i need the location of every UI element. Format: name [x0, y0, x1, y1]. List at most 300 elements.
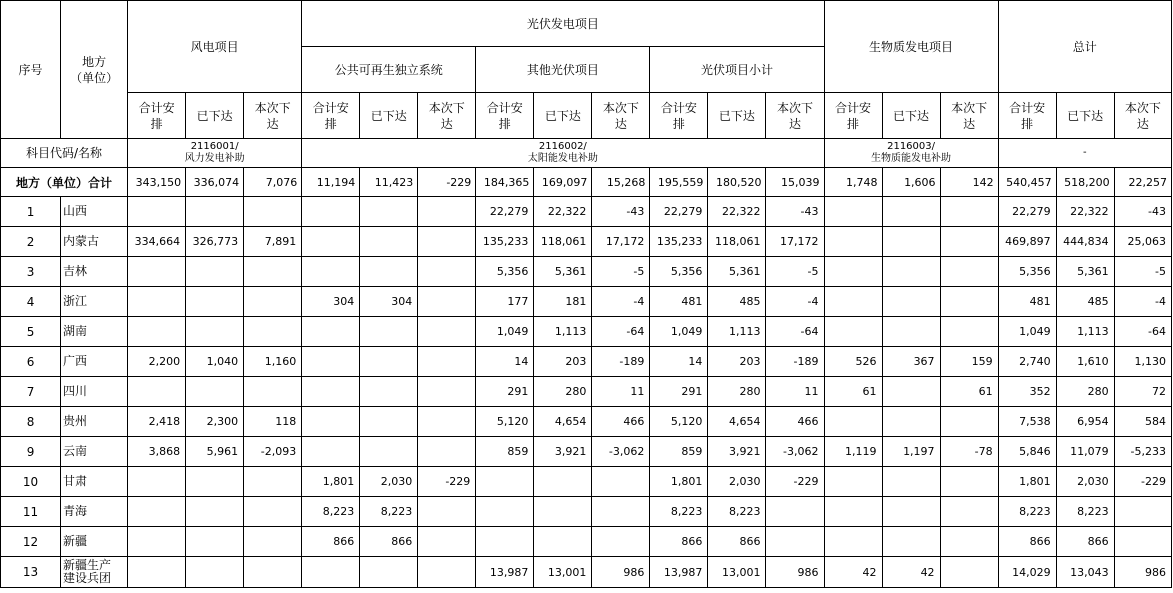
row-cell: [882, 227, 940, 257]
row-cell: 4,654: [534, 407, 592, 437]
row-cell: 8,223: [360, 497, 418, 527]
header-pv-subtotal: 光伏项目小计: [650, 47, 824, 93]
row-cell: [244, 497, 302, 527]
row-cell: 866: [302, 527, 360, 557]
row-cell: [882, 497, 940, 527]
row-cell: [882, 377, 940, 407]
row-cell: 118: [244, 407, 302, 437]
row-cell: 5,361: [1056, 257, 1114, 287]
row-cell: 1,160: [244, 347, 302, 377]
row-cell: [302, 407, 360, 437]
total-cell: 336,074: [186, 168, 244, 197]
row-cell: 11: [766, 377, 824, 407]
header-subtotal-this-time: 本次下 达: [244, 93, 302, 139]
table-row: [1, 407, 1172, 437]
header-bio: 生物质发电项目: [824, 1, 998, 93]
row-cell: [940, 287, 998, 317]
row-cell: [534, 467, 592, 497]
row-cell: [128, 497, 186, 527]
row-cell: [186, 197, 244, 227]
row-cell: [128, 377, 186, 407]
header-seq: 序号: [1, 1, 61, 139]
header-subtotal-planned: 合计安 排: [302, 93, 360, 139]
row-cell: [592, 497, 650, 527]
row-cell: [882, 317, 940, 347]
row-seq: 13: [1, 557, 61, 588]
row-cell: 2,200: [128, 347, 186, 377]
row-cell: 7,891: [244, 227, 302, 257]
row-cell: 8,223: [302, 497, 360, 527]
row-cell: [1114, 527, 1171, 557]
row-cell: [940, 197, 998, 227]
total-cell: 343,150: [128, 168, 186, 197]
row-cell: 280: [534, 377, 592, 407]
table-row: [1, 287, 1172, 317]
row-region: 四川: [61, 377, 128, 407]
row-region: 浙江: [61, 287, 128, 317]
row-cell: [592, 527, 650, 557]
row-cell: [418, 377, 476, 407]
row-cell: 14: [650, 347, 708, 377]
row-cell: [418, 557, 476, 588]
row-seq: 6: [1, 347, 61, 377]
row-cell: [940, 257, 998, 287]
row-cell: 2,740: [998, 347, 1056, 377]
row-cell: 444,834: [1056, 227, 1114, 257]
row-cell: 3,868: [128, 437, 186, 467]
row-cell: 25,063: [1114, 227, 1171, 257]
row-cell: [186, 287, 244, 317]
row-cell: [360, 317, 418, 347]
row-cell: 1,801: [998, 467, 1056, 497]
table-row: [1, 497, 1172, 527]
row-cell: 13,987: [476, 557, 534, 588]
row-cell: -5: [592, 257, 650, 287]
total-cell: 518,200: [1056, 168, 1114, 197]
row-region: 新疆: [61, 527, 128, 557]
row-cell: [360, 227, 418, 257]
row-cell: [940, 227, 998, 257]
row-cell: [418, 317, 476, 347]
row-cell: 1,049: [650, 317, 708, 347]
code-wind: 2116001/ 风力发电补助: [128, 139, 302, 168]
row-cell: [244, 317, 302, 347]
row-cell: 859: [650, 437, 708, 467]
row-cell: -43: [1114, 197, 1171, 227]
row-cell: -64: [592, 317, 650, 347]
row-region: 甘肃: [61, 467, 128, 497]
header-subtotal-this-time: 本次下 达: [418, 93, 476, 139]
header-subtotal-issued: 已下达: [882, 93, 940, 139]
row-cell: [186, 557, 244, 588]
header-subtotal-this-time: 本次下 达: [1114, 93, 1171, 139]
row-cell: 866: [998, 527, 1056, 557]
row-cell: -5,233: [1114, 437, 1171, 467]
table-row: [1, 437, 1172, 467]
row-cell: [418, 497, 476, 527]
row-cell: 859: [476, 437, 534, 467]
row-cell: 17,172: [766, 227, 824, 257]
row-cell: 17,172: [592, 227, 650, 257]
total-cell: 169,097: [534, 168, 592, 197]
row-cell: [824, 317, 882, 347]
row-cell: 22,279: [998, 197, 1056, 227]
row-cell: [302, 197, 360, 227]
table-row: [1, 527, 1172, 557]
total-cell: 142: [940, 168, 998, 197]
row-cell: 986: [592, 557, 650, 588]
row-cell: [128, 257, 186, 287]
row-cell: 8,223: [650, 497, 708, 527]
row-cell: [824, 497, 882, 527]
header-subtotal-planned: 合计安 排: [998, 93, 1056, 139]
row-cell: [940, 497, 998, 527]
row-cell: 5,356: [476, 257, 534, 287]
row-cell: 469,897: [998, 227, 1056, 257]
row-cell: [244, 527, 302, 557]
row-cell: 5,361: [708, 257, 766, 287]
row-cell: 5,361: [534, 257, 592, 287]
row-cell: [882, 257, 940, 287]
row-cell: [244, 377, 302, 407]
row-cell: [128, 197, 186, 227]
row-cell: 1,119: [824, 437, 882, 467]
row-cell: -43: [592, 197, 650, 227]
row-region: 广西: [61, 347, 128, 377]
row-cell: -43: [766, 197, 824, 227]
row-region: 内蒙古: [61, 227, 128, 257]
row-cell: [418, 197, 476, 227]
row-cell: 5,356: [998, 257, 1056, 287]
header-total: 总计: [998, 1, 1171, 93]
row-seq: 7: [1, 377, 61, 407]
row-cell: 866: [650, 527, 708, 557]
row-cell: -189: [766, 347, 824, 377]
row-cell: -4: [1114, 287, 1171, 317]
row-cell: 22,322: [708, 197, 766, 227]
total-label: 地方（单位）合计: [1, 168, 128, 197]
header-subtotal-planned: 合计安 排: [650, 93, 708, 139]
row-cell: -5: [766, 257, 824, 287]
row-cell: [302, 317, 360, 347]
row-cell: 481: [998, 287, 1056, 317]
code-label: 科目代码/名称: [1, 139, 128, 168]
code-row: [1, 139, 1172, 168]
row-cell: 485: [708, 287, 766, 317]
row-cell: [186, 527, 244, 557]
code-total: -: [998, 139, 1171, 168]
table-row: [1, 347, 1172, 377]
row-cell: [360, 197, 418, 227]
row-cell: 61: [940, 377, 998, 407]
row-cell: 466: [766, 407, 824, 437]
row-cell: 5,356: [650, 257, 708, 287]
row-cell: [302, 227, 360, 257]
row-cell: 13,987: [650, 557, 708, 588]
row-cell: [186, 257, 244, 287]
row-cell: 159: [940, 347, 998, 377]
row-cell: [418, 287, 476, 317]
row-cell: [476, 527, 534, 557]
row-cell: -64: [1114, 317, 1171, 347]
row-cell: 3,921: [708, 437, 766, 467]
row-seq: 9: [1, 437, 61, 467]
row-cell: 22,322: [1056, 197, 1114, 227]
row-cell: [186, 467, 244, 497]
row-cell: 42: [882, 557, 940, 588]
row-cell: 280: [708, 377, 766, 407]
row-region: 湖南: [61, 317, 128, 347]
row-cell: 22,279: [476, 197, 534, 227]
row-cell: [766, 527, 824, 557]
row-cell: -78: [940, 437, 998, 467]
row-cell: [824, 467, 882, 497]
row-cell: 5,961: [186, 437, 244, 467]
row-region: 吉林: [61, 257, 128, 287]
row-cell: 14: [476, 347, 534, 377]
row-cell: 4,654: [708, 407, 766, 437]
row-cell: -5: [1114, 257, 1171, 287]
row-cell: 367: [882, 347, 940, 377]
row-cell: 2,418: [128, 407, 186, 437]
row-cell: 1,113: [1056, 317, 1114, 347]
row-seq: 8: [1, 407, 61, 437]
header-pv-public: 公共可再生独立系统: [302, 47, 476, 93]
row-cell: 42: [824, 557, 882, 588]
row-cell: 203: [534, 347, 592, 377]
code-bio: 2116003/ 生物质能发电补助: [824, 139, 998, 168]
header-subtotal-planned: 合计安 排: [824, 93, 882, 139]
row-cell: -4: [766, 287, 824, 317]
row-cell: 1,801: [650, 467, 708, 497]
row-cell: 14,029: [998, 557, 1056, 588]
header-pv: 光伏发电项目: [302, 1, 824, 47]
row-seq: 10: [1, 467, 61, 497]
row-cell: 280: [1056, 377, 1114, 407]
row-cell: [128, 317, 186, 347]
total-cell: 15,268: [592, 168, 650, 197]
row-cell: -229: [418, 467, 476, 497]
row-cell: -189: [592, 347, 650, 377]
row-cell: 291: [476, 377, 534, 407]
header-subtotal-this-time: 本次下 达: [766, 93, 824, 139]
row-cell: [128, 557, 186, 588]
row-cell: [360, 347, 418, 377]
table-row: [1, 377, 1172, 407]
header-subtotal-planned: 合计安 排: [128, 93, 186, 139]
row-cell: [882, 197, 940, 227]
row-cell: 526: [824, 347, 882, 377]
row-cell: [128, 287, 186, 317]
row-seq: 4: [1, 287, 61, 317]
row-cell: [128, 527, 186, 557]
table-row: [1, 257, 1172, 287]
total-row: [1, 168, 1172, 197]
row-cell: -4: [592, 287, 650, 317]
row-cell: 2,030: [1056, 467, 1114, 497]
row-cell: [302, 377, 360, 407]
row-cell: 5,120: [476, 407, 534, 437]
row-cell: [360, 557, 418, 588]
row-cell: [360, 407, 418, 437]
row-cell: [882, 527, 940, 557]
total-cell: -229: [418, 168, 476, 197]
row-cell: [418, 437, 476, 467]
table-row: [1, 317, 1172, 347]
row-cell: 485: [1056, 287, 1114, 317]
row-cell: 866: [708, 527, 766, 557]
row-cell: 466: [592, 407, 650, 437]
row-region: 贵州: [61, 407, 128, 437]
row-region: 新疆生产 建设兵团: [61, 557, 128, 588]
row-cell: 8,223: [1056, 497, 1114, 527]
subheader-row: [1, 93, 1172, 139]
row-cell: 2,030: [360, 467, 418, 497]
row-cell: 118,061: [534, 227, 592, 257]
header-subtotal-issued: 已下达: [186, 93, 244, 139]
row-cell: 1,049: [476, 317, 534, 347]
row-cell: [302, 557, 360, 588]
row-cell: [302, 437, 360, 467]
row-cell: [244, 467, 302, 497]
total-cell: 184,365: [476, 168, 534, 197]
row-cell: [302, 257, 360, 287]
header-subtotal-issued: 已下达: [708, 93, 766, 139]
row-cell: 6,954: [1056, 407, 1114, 437]
row-seq: 1: [1, 197, 61, 227]
header-region: 地方 （单位）: [61, 1, 128, 139]
table-row: [1, 227, 1172, 257]
row-cell: [186, 377, 244, 407]
row-cell: 986: [766, 557, 824, 588]
row-cell: 584: [1114, 407, 1171, 437]
row-cell: [940, 467, 998, 497]
row-cell: 986: [1114, 557, 1171, 588]
row-cell: [418, 407, 476, 437]
table-row: [1, 557, 1172, 588]
row-cell: -229: [1114, 467, 1171, 497]
header-subtotal-this-time: 本次下 达: [940, 93, 998, 139]
row-cell: 61: [824, 377, 882, 407]
row-cell: 1,113: [708, 317, 766, 347]
row-cell: [940, 527, 998, 557]
row-cell: 866: [360, 527, 418, 557]
row-cell: 203: [708, 347, 766, 377]
row-seq: 3: [1, 257, 61, 287]
row-cell: 304: [302, 287, 360, 317]
row-cell: [766, 497, 824, 527]
table-row: [1, 197, 1172, 227]
row-cell: 11: [592, 377, 650, 407]
header-subtotal-issued: 已下达: [1056, 93, 1114, 139]
total-cell: 7,076: [244, 168, 302, 197]
row-cell: [418, 257, 476, 287]
row-cell: -3,062: [592, 437, 650, 467]
row-cell: 177: [476, 287, 534, 317]
total-cell: 1,748: [824, 168, 882, 197]
total-cell: 1,606: [882, 168, 940, 197]
total-cell: 11,194: [302, 168, 360, 197]
row-cell: 334,664: [128, 227, 186, 257]
row-cell: 291: [650, 377, 708, 407]
row-cell: -229: [766, 467, 824, 497]
row-cell: [882, 467, 940, 497]
row-cell: 22,279: [650, 197, 708, 227]
row-cell: [534, 497, 592, 527]
row-cell: -2,093: [244, 437, 302, 467]
row-seq: 11: [1, 497, 61, 527]
total-cell: 195,559: [650, 168, 708, 197]
row-cell: [244, 197, 302, 227]
row-cell: 22,322: [534, 197, 592, 227]
table-row: [1, 467, 1172, 497]
row-cell: [476, 497, 534, 527]
row-cell: [476, 467, 534, 497]
row-cell: 1,197: [882, 437, 940, 467]
row-seq: 2: [1, 227, 61, 257]
row-cell: [824, 197, 882, 227]
row-cell: [1114, 497, 1171, 527]
row-cell: [244, 557, 302, 588]
row-cell: 352: [998, 377, 1056, 407]
row-seq: 12: [1, 527, 61, 557]
row-cell: 5,120: [650, 407, 708, 437]
row-cell: [418, 227, 476, 257]
data-body: [1, 197, 1172, 588]
row-cell: 481: [650, 287, 708, 317]
code-pv: 2116002/ 太阳能发电补助: [302, 139, 824, 168]
row-region: 云南: [61, 437, 128, 467]
row-cell: [824, 407, 882, 437]
row-cell: 1,113: [534, 317, 592, 347]
row-cell: [360, 437, 418, 467]
row-seq: 5: [1, 317, 61, 347]
row-cell: 72: [1114, 377, 1171, 407]
row-cell: [882, 287, 940, 317]
row-cell: 866: [1056, 527, 1114, 557]
row-cell: 181: [534, 287, 592, 317]
row-cell: [940, 407, 998, 437]
row-cell: -3,062: [766, 437, 824, 467]
row-cell: [418, 347, 476, 377]
row-cell: 118,061: [708, 227, 766, 257]
row-cell: 3,921: [534, 437, 592, 467]
row-cell: 135,233: [476, 227, 534, 257]
row-cell: [824, 527, 882, 557]
row-region: 青海: [61, 497, 128, 527]
row-cell: [302, 347, 360, 377]
row-cell: 2,030: [708, 467, 766, 497]
row-cell: [418, 527, 476, 557]
row-cell: [360, 377, 418, 407]
row-cell: [534, 527, 592, 557]
row-cell: 1,049: [998, 317, 1056, 347]
total-cell: 15,039: [766, 168, 824, 197]
total-cell: 11,423: [360, 168, 418, 197]
header-subtotal-this-time: 本次下 达: [592, 93, 650, 139]
row-cell: 8,223: [708, 497, 766, 527]
header-subtotal-issued: 已下达: [360, 93, 418, 139]
row-cell: 1,801: [302, 467, 360, 497]
row-cell: [186, 317, 244, 347]
row-cell: 1,040: [186, 347, 244, 377]
row-region: 山西: [61, 197, 128, 227]
header-wind: 风电项目: [128, 1, 302, 93]
row-cell: 1,610: [1056, 347, 1114, 377]
row-cell: 326,773: [186, 227, 244, 257]
header-subtotal-issued: 已下达: [534, 93, 592, 139]
header-pv-other: 其他光伏项目: [476, 47, 650, 93]
